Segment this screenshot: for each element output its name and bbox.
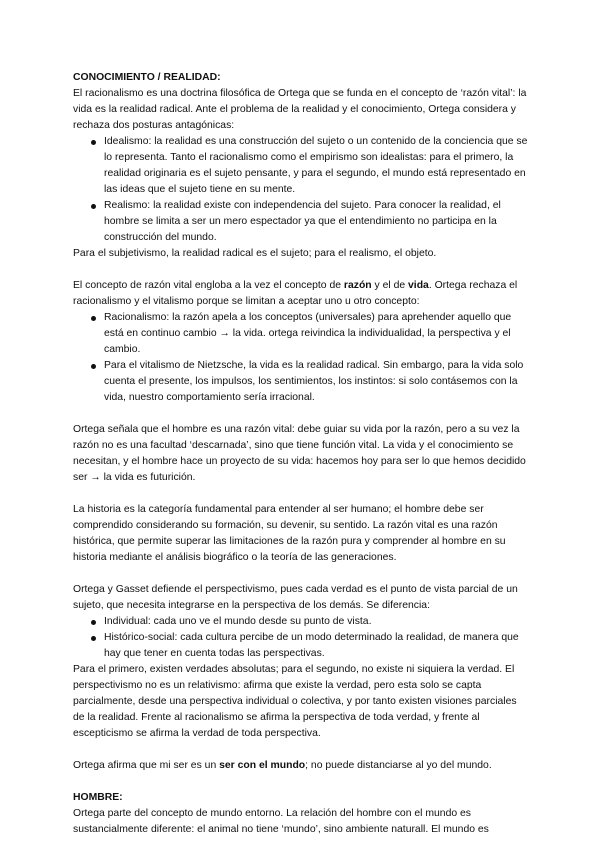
- paragraph-racionalismo-intro: El racionalismo es una doctrina filosófica de Ortega que se funda en el concepto de ‘razón vital’: la vida es la realidad radical. Ante el problema de la realidad y el conocimiento, Ortega considera y rechaza dos posturas antagónicas:: [73, 88, 527, 131]
- bullet-list-rechazos: [73, 310, 528, 406]
- text-run: Ortega afirma que mi ser es un: [73, 760, 220, 771]
- bullet-icon: [91, 364, 96, 369]
- section-heading-conocimiento: CONOCIMIENTO / REALIDAD:: [73, 72, 221, 83]
- bullet-icon: [91, 620, 96, 625]
- bold-term-razon: razón: [343, 280, 372, 291]
- list-item: [73, 630, 528, 662]
- paragraph-razon-vital: [73, 278, 528, 310]
- bullet-icon: [91, 140, 96, 145]
- paragraph-perspectivismo: Ortega y Gasset defiende el perspectivismo, pues cada verdad es el punto de vista parcial de un sujeto, que necesita integrarse en la perspectiva de los demás. Se diferencia:: [73, 584, 518, 611]
- text-run: El concepto de razón vital engloba a la vez el concepto de: [73, 280, 344, 291]
- bullet-icon: [91, 204, 96, 209]
- paragraph-razon-vital-hombre: Ortega señala que el hombre es una razón vital: debe guiar su vida por la razón, pero a su vez la razón no es una facultad ‘descarnada’, sino que tiene función vital. La vida y el conocimiento se necesitan, y el hombre hace un proyecto de su vida: hacemos hoy para ser lo que hemos decidido ser → la vida es futurición.: [73, 424, 526, 483]
- bold-term-vida: vida: [408, 280, 429, 291]
- paragraph-ser-con-el-mundo: [73, 758, 528, 774]
- list-item: [73, 358, 528, 406]
- document-body: [73, 70, 528, 838]
- bullet-icon: [91, 316, 96, 321]
- text-run: y el de: [371, 280, 409, 291]
- bullet-list-perspectivas: [73, 614, 528, 662]
- section-heading-hombre: HOMBRE:: [73, 792, 123, 803]
- bold-term-ser-con-el-mundo: ser con el mundo: [219, 760, 306, 771]
- paragraph-subjetivismo: Para el subjetivismo, la realidad radical es el sujeto; para el realismo, el objeto.: [73, 248, 437, 259]
- paragraph-mundo-entorno: Ortega parte del concepto de mundo entorno. La relación del hombre con el mundo es sustancialmente diferente: el animal no tiene ‘mundo’, sino ambiente naturall. El mundo es: [73, 808, 489, 835]
- list-item: [73, 614, 528, 630]
- text-run: ; no puede distanciarse al yo del mundo.: [305, 760, 492, 771]
- list-item-text: Para el vitalismo de Nietzsche, la vida es la realidad radical. Sin embargo, para la vida solo cuenta el presente, los impulsos, los sentimientos, los instintos: si solo contásemos con la vida, nuestro comportamiento sería irracional.: [104, 360, 524, 403]
- list-item: [73, 134, 528, 198]
- paragraph-historia: La historia es la categoría fundamental para entender al ser humano; el hombre debe ser comprendido considerando su formación, su devenir, su sentido. La razón vital es una razón histórica, que permite superar las limitaciones de la razón pura y comprender al hombre en su historia mediante el análisis biográfico o la teoría de las generaciones.: [73, 504, 506, 563]
- text-run: . Ortega rechaza el racionalismo y el vitalismo porque se limitan a aceptar uno u otro concepto:: [73, 280, 518, 307]
- list-item-text: Individual: cada uno ve el mundo desde su punto de vista.: [104, 616, 372, 627]
- list-item-text: Idealismo: la realidad es una construcción del sujeto o un contenido de la conciencia que se lo representa. Tanto el racionalismo como el empirismo son idealistas: para el primero, la realidad originaria es el sujeto pensante, y para el segundo, el mundo está representado en las ideas que el sujeto tiene en su mente.: [104, 136, 528, 195]
- list-item: [73, 198, 528, 246]
- list-item-text: Realismo: la realidad existe con independencia del sujeto. Para conocer la realidad, el hombre se limita a ser un mero espectador ya que el entendimiento no participa en la construcción del mundo.: [104, 200, 501, 243]
- bullet-list-posturas: [73, 134, 528, 246]
- list-item-text: Histórico-social: cada cultura percibe de un modo determinado la realidad, de manera que hay que tener en cuenta todas las perspectivas.: [104, 632, 519, 659]
- paragraph-verdad: Para el primero, existen verdades absolutas; para el segundo, no existe ni siquiera la verdad. El perspectivismo no es un relativismo: afirma que existe la verdad, pero esta solo se capta parcialmente, desde una perspectiva individual o colectiva, y por tanto existen visiones parciales de la realidad. Frente al racionalismo se afirma la perspectiva de toda verdad, y frente al escepticismo se afirma la verdad de toda perspectiva.: [73, 664, 517, 739]
- list-item-text: Racionalismo: la razón apela a los conceptos (universales) para aprehender aquello que está en continuo cambio → la vida. ortega reivindica la individualidad, la perspectiva y el cambio.: [104, 312, 512, 355]
- bullet-icon: [91, 636, 96, 641]
- list-item: [73, 310, 528, 358]
